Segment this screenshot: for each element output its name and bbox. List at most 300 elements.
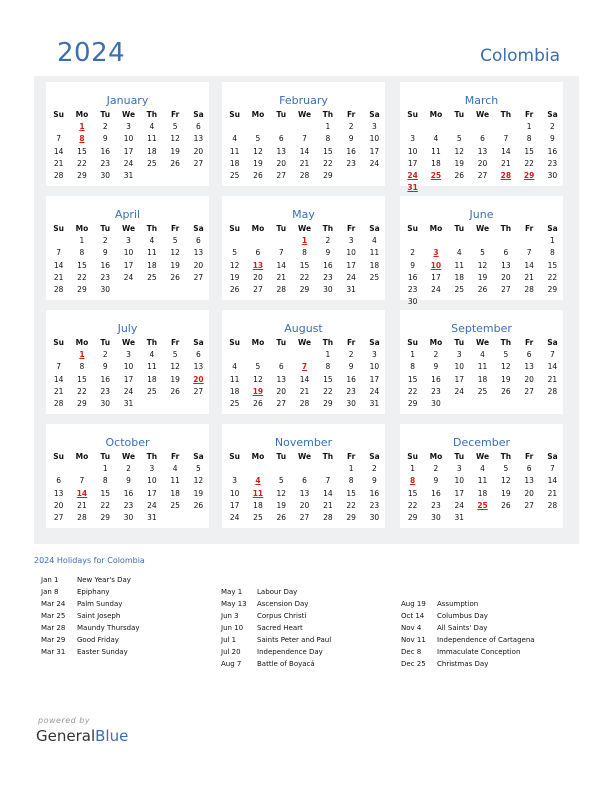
- generalblue-logo[interactable]: [36, 727, 128, 745]
- holiday-day: 10: [430, 260, 442, 270]
- month-grid: [222, 223, 385, 296]
- month-grid: [400, 109, 563, 194]
- day-cell: 25: [253, 512, 263, 522]
- day-cell: 5: [480, 248, 485, 258]
- day-cell: 5: [172, 122, 178, 132]
- day-cell: 6: [196, 350, 201, 360]
- day-cell: 27: [477, 170, 488, 180]
- weekday-header: Tu: [454, 224, 465, 233]
- day-cell: 20: [276, 158, 287, 168]
- day-cell: 3: [410, 134, 416, 144]
- day-cell: 28: [299, 398, 310, 408]
- day-cell: 23: [346, 158, 356, 168]
- day-cell: 20: [299, 500, 310, 510]
- weekday-header: Tu: [100, 224, 111, 233]
- holiday-row: [41, 634, 140, 646]
- day-cell: 28: [547, 386, 558, 396]
- holiday-name: Labour Day: [257, 588, 298, 596]
- day-cell: 25: [229, 170, 240, 180]
- holiday-name: Assumption: [437, 600, 479, 608]
- holiday-day: 25: [477, 500, 488, 510]
- day-cell: 14: [299, 146, 310, 156]
- holiday-date: Dec 8: [401, 648, 422, 656]
- day-cell: 11: [454, 260, 465, 270]
- day-cell: 13: [524, 362, 534, 372]
- day-cell: 19: [276, 500, 287, 510]
- day-cell: 13: [276, 146, 287, 156]
- day-cell: 16: [369, 488, 380, 498]
- weekday-header: Su: [53, 338, 65, 347]
- day-cell: 27: [193, 386, 204, 396]
- day-cell: 22: [323, 158, 333, 168]
- day-cell: 10: [147, 476, 157, 486]
- empty-cell: [293, 121, 316, 133]
- day-cell: 12: [276, 488, 287, 498]
- day-cell: 12: [253, 374, 263, 384]
- day-cell: 24: [454, 386, 465, 396]
- weekday-header: We: [475, 224, 490, 233]
- day-cell: 31: [123, 398, 134, 408]
- empty-cell: [270, 349, 293, 361]
- weekday-header: Sa: [547, 338, 558, 347]
- day-cell: 28: [53, 284, 64, 294]
- day-cell: 12: [477, 260, 488, 270]
- day-cell: 6: [278, 134, 284, 144]
- holiday-date: Jan 1: [41, 576, 59, 584]
- day-cell: 13: [501, 260, 511, 270]
- day-cell: 7: [56, 134, 62, 144]
- day-cell: 18: [229, 386, 240, 396]
- day-cell: 2: [126, 464, 131, 474]
- holiday-date: Aug 7: [221, 660, 242, 668]
- day-cell: 3: [232, 476, 238, 486]
- day-cell: 5: [255, 134, 261, 144]
- day-cell: 16: [123, 488, 134, 498]
- day-cell: 19: [229, 272, 240, 282]
- day-cell: 22: [524, 158, 534, 168]
- day-cell: 11: [147, 134, 157, 144]
- weekday-header: Th: [500, 110, 512, 119]
- day-cell: 21: [299, 158, 310, 168]
- day-cell: 4: [172, 464, 178, 474]
- month-august: [222, 310, 385, 414]
- weekday-header: Mo: [75, 338, 89, 347]
- day-cell: 13: [299, 488, 310, 498]
- day-cell: 7: [302, 134, 307, 144]
- weekday-header: We: [475, 110, 490, 119]
- day-cell: 18: [454, 272, 465, 282]
- weekday-header: Mo: [251, 452, 265, 461]
- day-cell: 27: [524, 500, 534, 510]
- day-cell: 31: [346, 284, 356, 294]
- day-cell: 27: [193, 272, 204, 282]
- day-cell: 15: [524, 146, 534, 156]
- day-cell: 28: [299, 170, 310, 180]
- day-cell: 20: [477, 158, 488, 168]
- day-cell: 29: [547, 284, 558, 294]
- holiday-date: Jul 1: [221, 636, 237, 644]
- day-cell: 1: [325, 122, 331, 132]
- weekday-header: Su: [229, 224, 241, 233]
- day-cell: 20: [501, 272, 511, 282]
- day-cell: 21: [323, 500, 333, 510]
- day-cell: 18: [477, 374, 488, 384]
- day-cell: 17: [147, 488, 157, 498]
- day-cell: 15: [77, 374, 87, 384]
- holiday-name: All Saints' Day: [437, 624, 488, 632]
- weekday-header: Fr: [524, 452, 534, 461]
- weekday-header: Tu: [276, 110, 287, 119]
- day-cell: 18: [147, 260, 157, 270]
- day-cell: 15: [77, 146, 87, 156]
- holiday-day: 11: [252, 488, 264, 498]
- day-cell: 16: [431, 488, 441, 498]
- day-cell: 16: [346, 146, 356, 156]
- day-cell: 17: [123, 146, 134, 156]
- holiday-day: 8: [79, 134, 85, 144]
- day-cell: 20: [253, 272, 263, 282]
- month-july: [46, 310, 209, 414]
- day-cell: 5: [196, 464, 201, 474]
- day-cell: 14: [53, 260, 64, 270]
- day-cell: 18: [170, 488, 180, 498]
- day-cell: 23: [431, 500, 441, 510]
- holiday-row: [41, 598, 140, 610]
- day-cell: 30: [547, 170, 558, 180]
- weekday-header: Sa: [369, 452, 380, 461]
- month-february: [222, 82, 385, 186]
- holiday-row: [221, 646, 331, 658]
- day-cell: 24: [123, 272, 134, 282]
- day-cell: 8: [302, 248, 307, 258]
- holiday-day: 19: [252, 386, 264, 396]
- holiday-row: [401, 598, 535, 610]
- day-cell: 7: [526, 248, 532, 258]
- empty-cell: [401, 121, 424, 133]
- holiday-row: [401, 646, 535, 658]
- day-cell: 29: [323, 170, 333, 180]
- holiday-row: [401, 634, 535, 646]
- weekday-header: We: [121, 338, 136, 347]
- holiday-day: 29: [523, 170, 535, 180]
- holiday-day: 8: [410, 476, 416, 486]
- empty-cell: [223, 121, 246, 133]
- weekday-header: Sa: [369, 338, 380, 347]
- brand-blue: Blue: [95, 727, 129, 745]
- day-cell: 20: [193, 146, 204, 156]
- day-cell: 25: [369, 272, 380, 282]
- day-cell: 24: [431, 284, 441, 294]
- weekday-header: Fr: [346, 110, 356, 119]
- day-cell: 5: [172, 350, 178, 360]
- day-cell: 21: [501, 158, 511, 168]
- weekday-header: Th: [146, 224, 158, 233]
- day-cell: 5: [232, 248, 238, 258]
- day-cell: 13: [193, 362, 204, 372]
- day-cell: 31: [369, 398, 380, 408]
- day-cell: 30: [407, 297, 418, 307]
- year-title: 2024: [57, 38, 126, 68]
- day-cell: 12: [193, 476, 204, 486]
- day-cell: 3: [456, 464, 462, 474]
- weekday-header: We: [475, 452, 490, 461]
- day-cell: 8: [410, 362, 416, 372]
- month-name: September: [451, 322, 512, 335]
- day-cell: 20: [193, 260, 204, 270]
- day-cell: 16: [100, 260, 111, 270]
- day-cell: 23: [407, 284, 418, 294]
- holiday-date: Mar 29: [41, 636, 66, 644]
- day-cell: 16: [346, 374, 356, 384]
- empty-cell: [316, 463, 339, 475]
- day-cell: 26: [501, 500, 511, 510]
- month-april: [46, 196, 209, 300]
- day-cell: 12: [501, 476, 511, 486]
- day-cell: 22: [346, 500, 356, 510]
- weekday-header: Su: [229, 110, 241, 119]
- day-cell: 6: [278, 362, 284, 372]
- day-cell: 21: [547, 488, 558, 498]
- holiday-name: Independence of Cartagena: [437, 636, 535, 644]
- day-cell: 13: [477, 146, 488, 156]
- weekday-header: Fr: [170, 338, 180, 347]
- day-cell: 29: [77, 284, 87, 294]
- day-cell: 14: [547, 476, 558, 486]
- day-cell: 2: [102, 236, 108, 246]
- day-cell: 6: [56, 476, 62, 486]
- empty-cell: [47, 463, 70, 475]
- holiday-day: 28: [500, 170, 512, 180]
- day-cell: 9: [102, 134, 108, 144]
- holiday-column: [41, 574, 140, 658]
- day-cell: 8: [550, 248, 555, 258]
- month-grid: [400, 337, 563, 410]
- day-cell: 7: [550, 350, 555, 360]
- day-cell: 14: [547, 362, 558, 372]
- day-cell: 8: [79, 362, 85, 372]
- day-cell: 30: [100, 398, 111, 408]
- holiday-row: [41, 586, 140, 598]
- weekday-header: Th: [500, 224, 512, 233]
- day-cell: 24: [454, 500, 465, 510]
- month-grid: [400, 223, 563, 308]
- weekday-header: Fr: [170, 452, 180, 461]
- month-october: [46, 424, 209, 528]
- day-cell: 9: [126, 476, 131, 486]
- day-cell: 10: [123, 134, 134, 144]
- day-cell: 30: [369, 512, 380, 522]
- holiday-row: [221, 586, 331, 598]
- day-cell: 1: [348, 464, 354, 474]
- day-cell: 25: [147, 158, 157, 168]
- day-cell: 29: [77, 170, 87, 180]
- holiday-date: Dec 25: [401, 660, 426, 668]
- weekday-header: Fr: [524, 224, 534, 233]
- holiday-row: [221, 634, 331, 646]
- day-cell: 9: [102, 248, 108, 258]
- day-cell: 12: [170, 134, 180, 144]
- day-cell: 6: [196, 122, 201, 132]
- day-cell: 4: [433, 134, 439, 144]
- holiday-date: Oct 14: [401, 612, 425, 620]
- empty-cell: [517, 235, 540, 247]
- day-cell: 27: [276, 170, 287, 180]
- holiday-name: Columbus Day: [437, 612, 488, 620]
- day-cell: 17: [123, 374, 134, 384]
- day-cell: 15: [407, 488, 418, 498]
- day-cell: 2: [325, 236, 331, 246]
- day-cell: 11: [229, 374, 240, 384]
- day-cell: 15: [299, 260, 310, 270]
- day-cell: 12: [501, 362, 511, 372]
- day-cell: 7: [325, 476, 331, 486]
- day-cell: 3: [149, 464, 155, 474]
- weekday-header: Su: [407, 338, 419, 347]
- day-cell: 5: [503, 464, 509, 474]
- holiday-name: New Year's Day: [77, 576, 131, 584]
- empty-cell: [246, 349, 269, 361]
- day-cell: 27: [253, 284, 263, 294]
- day-cell: 8: [325, 362, 331, 372]
- day-cell: 10: [346, 248, 356, 258]
- day-cell: 4: [456, 248, 462, 258]
- day-cell: 21: [524, 272, 534, 282]
- day-cell: 30: [100, 170, 111, 180]
- holiday-column: [401, 598, 535, 670]
- day-cell: 7: [79, 476, 85, 486]
- day-cell: 26: [253, 170, 263, 180]
- day-cell: 12: [170, 248, 180, 258]
- weekday-header: We: [297, 224, 312, 233]
- empty-cell: [47, 121, 70, 133]
- day-cell: 14: [276, 260, 287, 270]
- empty-cell: [47, 349, 70, 361]
- day-cell: 20: [53, 500, 64, 510]
- day-cell: 9: [433, 476, 439, 486]
- day-cell: 16: [100, 374, 111, 384]
- day-cell: 17: [407, 158, 418, 168]
- day-cell: 11: [147, 362, 157, 372]
- day-cell: 3: [348, 236, 354, 246]
- day-cell: 17: [123, 260, 134, 270]
- day-cell: 26: [170, 272, 180, 282]
- empty-cell: [401, 235, 424, 247]
- day-cell: 26: [253, 398, 263, 408]
- weekday-header: We: [121, 110, 136, 119]
- empty-cell: [270, 121, 293, 133]
- day-cell: 30: [431, 512, 441, 522]
- weekday-header: Th: [146, 452, 158, 461]
- weekday-header: Su: [407, 452, 419, 461]
- day-cell: 22: [77, 158, 87, 168]
- day-cell: 21: [299, 386, 310, 396]
- day-cell: 9: [550, 134, 555, 144]
- day-cell: 1: [526, 122, 532, 132]
- holiday-date: Nov 11: [401, 636, 426, 644]
- empty-cell: [270, 235, 293, 247]
- day-cell: 21: [53, 272, 64, 282]
- month-name: June: [469, 208, 494, 221]
- day-cell: 22: [299, 272, 310, 282]
- holiday-row: [221, 598, 331, 610]
- weekday-header: Fr: [346, 338, 356, 347]
- day-cell: 2: [550, 122, 555, 132]
- holiday-day: 1: [301, 236, 308, 246]
- day-cell: 2: [348, 122, 354, 132]
- day-cell: 30: [431, 398, 441, 408]
- day-cell: 9: [325, 248, 331, 258]
- month-november: [222, 424, 385, 528]
- day-cell: 10: [369, 362, 380, 372]
- empty-cell: [223, 235, 246, 247]
- holiday-name: Palm Sunday: [77, 600, 123, 608]
- day-cell: 23: [100, 158, 111, 168]
- month-grid: [222, 337, 385, 410]
- month-december: [400, 424, 563, 528]
- day-cell: 17: [454, 488, 465, 498]
- weekday-header: Tu: [454, 452, 465, 461]
- empty-cell: [223, 349, 246, 361]
- day-cell: 28: [547, 500, 558, 510]
- day-cell: 3: [456, 350, 462, 360]
- day-cell: 1: [325, 350, 331, 360]
- holiday-day: 7: [301, 362, 308, 372]
- day-cell: 14: [501, 146, 511, 156]
- day-cell: 9: [102, 362, 108, 372]
- weekday-header: Mo: [429, 110, 443, 119]
- weekday-header: Sa: [369, 224, 380, 233]
- holiday-name: Independence Day: [257, 648, 323, 656]
- month-name: February: [279, 94, 328, 107]
- day-cell: 29: [323, 398, 333, 408]
- day-cell: 23: [323, 272, 333, 282]
- day-cell: 24: [229, 512, 240, 522]
- day-cell: 23: [346, 386, 356, 396]
- day-cell: 16: [407, 272, 418, 282]
- day-cell: 9: [410, 260, 416, 270]
- day-cell: 6: [196, 236, 201, 246]
- day-cell: 6: [480, 134, 485, 144]
- day-cell: 31: [123, 170, 134, 180]
- day-cell: 2: [348, 350, 354, 360]
- day-cell: 28: [53, 398, 64, 408]
- holiday-name: Epiphany: [77, 588, 110, 596]
- day-cell: 26: [170, 158, 180, 168]
- holiday-date: Mar 24: [41, 600, 66, 608]
- day-cell: 23: [100, 386, 111, 396]
- day-cell: 26: [193, 500, 204, 510]
- month-grid: [222, 109, 385, 182]
- day-cell: 13: [53, 488, 64, 498]
- day-cell: 19: [170, 374, 180, 384]
- weekday-header: Sa: [193, 224, 204, 233]
- day-cell: 29: [346, 512, 356, 522]
- holiday-name: Battle of Boyacá: [257, 660, 315, 668]
- day-cell: 13: [193, 248, 204, 258]
- day-cell: 29: [100, 512, 111, 522]
- holiday-name: Good Friday: [77, 636, 119, 644]
- day-cell: 7: [56, 248, 62, 258]
- day-cell: 19: [501, 374, 511, 384]
- day-cell: 6: [526, 464, 532, 474]
- month-grid: [400, 451, 563, 524]
- weekday-header: Th: [322, 224, 334, 233]
- day-cell: 18: [477, 488, 488, 498]
- weekday-header: Th: [146, 110, 158, 119]
- day-cell: 5: [278, 476, 284, 486]
- day-cell: 7: [550, 464, 555, 474]
- holiday-date: Mar 31: [41, 648, 66, 656]
